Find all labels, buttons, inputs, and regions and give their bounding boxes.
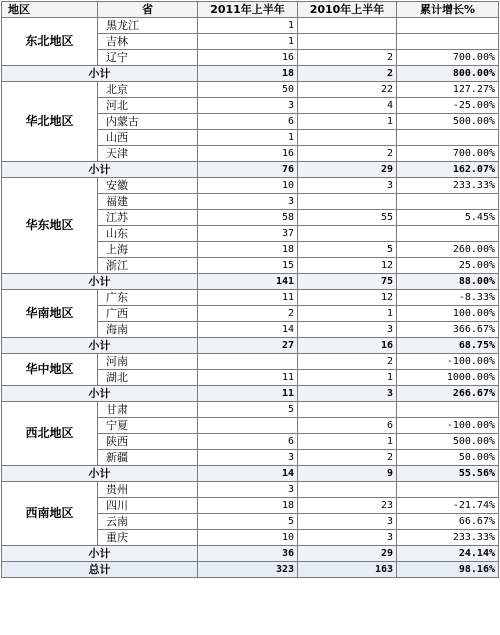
growth-cell	[397, 482, 499, 498]
province-cell: 内蒙古	[98, 114, 198, 130]
province-cell: 宁夏	[98, 418, 198, 434]
province-cell: 陕西	[98, 434, 198, 450]
value-2011-cell: 15	[198, 258, 298, 274]
growth-cell: 500.00%	[397, 434, 499, 450]
value-2010-cell: 1	[298, 306, 397, 322]
header-2011-h1: 2011年上半年	[198, 2, 298, 18]
region-cell: 华中地区	[2, 354, 98, 386]
subtotal-2011-cell: 36	[198, 546, 298, 562]
province-cell: 浙江	[98, 258, 198, 274]
province-cell: 天津	[98, 146, 198, 162]
total-row	[2, 562, 499, 578]
province-cell: 广东	[98, 290, 198, 306]
growth-cell: 500.00%	[397, 114, 499, 130]
value-2010-cell	[298, 18, 397, 34]
value-2010-cell: 22	[298, 82, 397, 98]
subtotal-label: 小计	[2, 386, 198, 402]
province-cell: 山东	[98, 226, 198, 242]
subtotal-2011-cell: 18	[198, 66, 298, 82]
subtotal-2011-cell: 11	[198, 386, 298, 402]
value-2011-cell: 1	[198, 18, 298, 34]
value-2011-cell	[198, 418, 298, 434]
header-row	[2, 2, 499, 18]
value-2010-cell: 12	[298, 258, 397, 274]
total-growth-cell: 98.16%	[397, 562, 499, 578]
value-2011-cell: 16	[198, 50, 298, 66]
table-row	[2, 482, 499, 498]
header-growth: 累计增长%	[397, 2, 499, 18]
value-2011-cell: 6	[198, 114, 298, 130]
value-2010-cell: 5	[298, 242, 397, 258]
value-2011-cell: 18	[198, 242, 298, 258]
subtotal-label: 小计	[2, 66, 198, 82]
value-2011-cell: 5	[198, 402, 298, 418]
growth-cell: 1000.00%	[397, 370, 499, 386]
subtotal-growth-cell: 162.07%	[397, 162, 499, 178]
growth-cell: 233.33%	[397, 178, 499, 194]
header-2010-h1: 2010年上半年	[298, 2, 397, 18]
province-cell: 福建	[98, 194, 198, 210]
value-2010-cell	[298, 482, 397, 498]
value-2010-cell: 2	[298, 354, 397, 370]
growth-cell	[397, 402, 499, 418]
value-2010-cell: 23	[298, 498, 397, 514]
value-2011-cell: 11	[198, 370, 298, 386]
subtotal-growth-cell: 55.56%	[397, 466, 499, 482]
region-cell: 东北地区	[2, 18, 98, 66]
value-2011-cell: 3	[198, 450, 298, 466]
value-2010-cell: 2	[298, 50, 397, 66]
region-cell: 西南地区	[2, 482, 98, 546]
value-2011-cell: 50	[198, 82, 298, 98]
value-2011-cell: 1	[198, 34, 298, 50]
table-row	[2, 290, 499, 306]
value-2011-cell: 10	[198, 178, 298, 194]
growth-cell: -21.74%	[397, 498, 499, 514]
subtotal-label: 小计	[2, 546, 198, 562]
table-container	[1, 1, 499, 578]
total-2011-cell: 323	[198, 562, 298, 578]
table-row	[2, 402, 499, 418]
value-2010-cell: 2	[298, 146, 397, 162]
value-2011-cell: 3	[198, 482, 298, 498]
table-row	[2, 354, 499, 370]
province-cell: 北京	[98, 82, 198, 98]
regional-comparison-table	[1, 1, 499, 578]
value-2010-cell	[298, 226, 397, 242]
province-cell: 广西	[98, 306, 198, 322]
value-2011-cell: 6	[198, 434, 298, 450]
growth-cell: -100.00%	[397, 354, 499, 370]
growth-cell: 700.00%	[397, 146, 499, 162]
region-cell: 华北地区	[2, 82, 98, 162]
province-cell: 湖北	[98, 370, 198, 386]
value-2010-cell: 1	[298, 434, 397, 450]
subtotal-2011-cell: 76	[198, 162, 298, 178]
province-cell: 河北	[98, 98, 198, 114]
subtotal-row	[2, 162, 499, 178]
growth-cell: 5.45%	[397, 210, 499, 226]
value-2011-cell: 2	[198, 306, 298, 322]
growth-cell	[397, 34, 499, 50]
value-2011-cell: 1	[198, 130, 298, 146]
subtotal-label: 小计	[2, 162, 198, 178]
province-cell: 重庆	[98, 530, 198, 546]
total-label: 总计	[2, 562, 198, 578]
subtotal-2011-cell: 27	[198, 338, 298, 354]
growth-cell: 233.33%	[397, 530, 499, 546]
value-2010-cell	[298, 130, 397, 146]
subtotal-2010-cell: 2	[298, 66, 397, 82]
subtotal-label: 小计	[2, 466, 198, 482]
value-2010-cell: 1	[298, 114, 397, 130]
table-row	[2, 178, 499, 194]
value-2011-cell: 16	[198, 146, 298, 162]
subtotal-2010-cell: 9	[298, 466, 397, 482]
growth-cell	[397, 226, 499, 242]
province-cell: 河南	[98, 354, 198, 370]
subtotal-growth-cell: 88.00%	[397, 274, 499, 290]
subtotal-row	[2, 386, 499, 402]
growth-cell: 700.00%	[397, 50, 499, 66]
province-cell: 云南	[98, 514, 198, 530]
subtotal-growth-cell: 800.00%	[397, 66, 499, 82]
growth-cell: 100.00%	[397, 306, 499, 322]
value-2011-cell: 58	[198, 210, 298, 226]
region-cell: 华东地区	[2, 178, 98, 274]
subtotal-row	[2, 546, 499, 562]
value-2011-cell: 3	[198, 194, 298, 210]
table-row	[2, 18, 499, 34]
subtotal-row	[2, 338, 499, 354]
value-2011-cell: 11	[198, 290, 298, 306]
table-row	[2, 82, 499, 98]
value-2011-cell: 3	[198, 98, 298, 114]
growth-cell	[397, 194, 499, 210]
value-2010-cell	[298, 402, 397, 418]
province-cell: 四川	[98, 498, 198, 514]
growth-cell: 366.67%	[397, 322, 499, 338]
province-cell: 甘肃	[98, 402, 198, 418]
subtotal-2010-cell: 29	[298, 162, 397, 178]
subtotal-growth-cell: 68.75%	[397, 338, 499, 354]
region-cell: 华南地区	[2, 290, 98, 338]
subtotal-growth-cell: 266.67%	[397, 386, 499, 402]
value-2010-cell	[298, 194, 397, 210]
growth-cell	[397, 130, 499, 146]
province-cell: 贵州	[98, 482, 198, 498]
subtotal-2011-cell: 14	[198, 466, 298, 482]
province-cell: 海南	[98, 322, 198, 338]
header-region: 地区	[2, 2, 98, 18]
growth-cell: 127.27%	[397, 82, 499, 98]
subtotal-2010-cell: 3	[298, 386, 397, 402]
subtotal-row	[2, 66, 499, 82]
province-cell: 辽宁	[98, 50, 198, 66]
province-cell: 吉林	[98, 34, 198, 50]
growth-cell: 25.00%	[397, 258, 499, 274]
province-cell: 山西	[98, 130, 198, 146]
value-2011-cell	[198, 354, 298, 370]
value-2010-cell: 12	[298, 290, 397, 306]
subtotal-growth-cell: 24.14%	[397, 546, 499, 562]
subtotal-2010-cell: 29	[298, 546, 397, 562]
value-2011-cell: 37	[198, 226, 298, 242]
value-2011-cell: 10	[198, 530, 298, 546]
subtotal-2011-cell: 141	[198, 274, 298, 290]
subtotal-2010-cell: 75	[298, 274, 397, 290]
value-2010-cell: 3	[298, 514, 397, 530]
growth-cell	[397, 18, 499, 34]
value-2010-cell: 4	[298, 98, 397, 114]
value-2011-cell: 18	[198, 498, 298, 514]
growth-cell: -100.00%	[397, 418, 499, 434]
value-2010-cell: 1	[298, 370, 397, 386]
total-2010-cell: 163	[298, 562, 397, 578]
growth-cell: 66.67%	[397, 514, 499, 530]
value-2010-cell	[298, 34, 397, 50]
province-cell: 江苏	[98, 210, 198, 226]
growth-cell: 260.00%	[397, 242, 499, 258]
subtotal-row	[2, 274, 499, 290]
province-cell: 安徽	[98, 178, 198, 194]
growth-cell: -25.00%	[397, 98, 499, 114]
value-2010-cell: 55	[298, 210, 397, 226]
growth-cell: -8.33%	[397, 290, 499, 306]
value-2010-cell: 3	[298, 322, 397, 338]
value-2011-cell: 5	[198, 514, 298, 530]
region-cell: 西北地区	[2, 402, 98, 466]
subtotal-label: 小计	[2, 338, 198, 354]
value-2010-cell: 2	[298, 450, 397, 466]
province-cell: 上海	[98, 242, 198, 258]
header-province: 省	[98, 2, 198, 18]
subtotal-2010-cell: 16	[298, 338, 397, 354]
province-cell: 黑龙江	[98, 18, 198, 34]
value-2011-cell: 14	[198, 322, 298, 338]
subtotal-label: 小计	[2, 274, 198, 290]
subtotal-row	[2, 466, 499, 482]
value-2010-cell: 3	[298, 530, 397, 546]
value-2010-cell: 6	[298, 418, 397, 434]
value-2010-cell: 3	[298, 178, 397, 194]
table-body	[2, 18, 499, 578]
province-cell: 新疆	[98, 450, 198, 466]
growth-cell: 50.00%	[397, 450, 499, 466]
